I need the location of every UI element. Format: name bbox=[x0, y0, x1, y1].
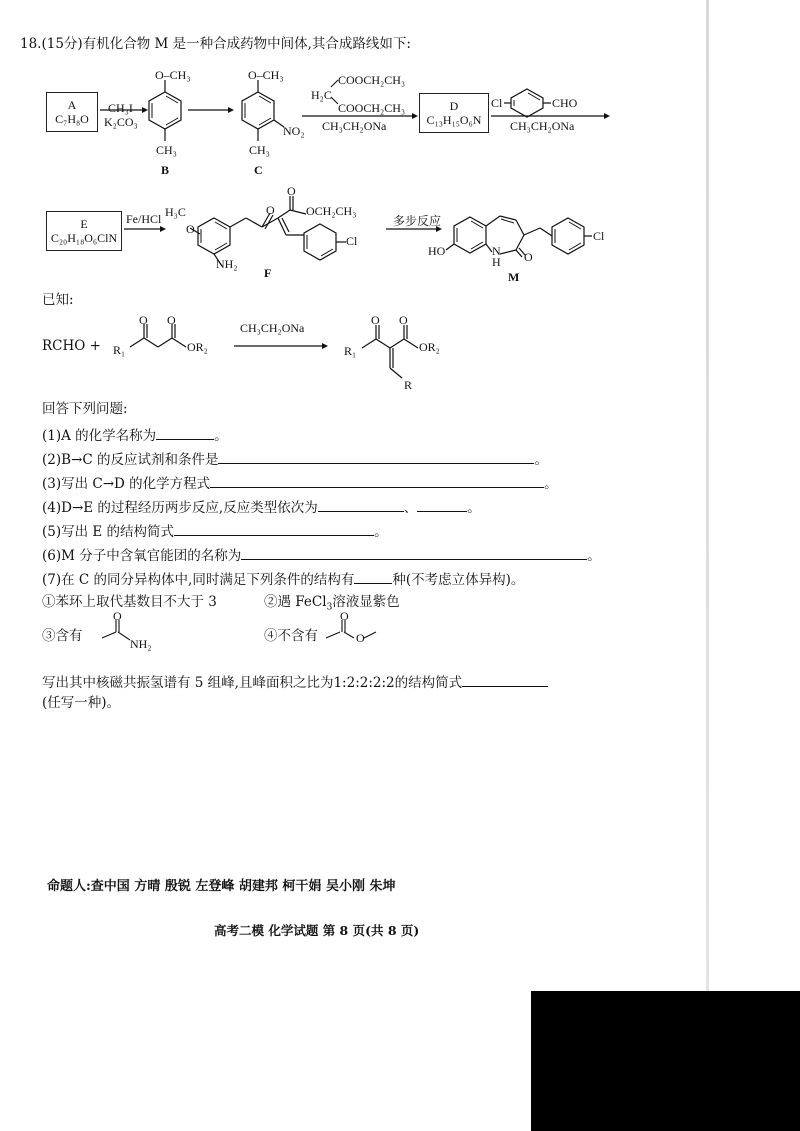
q1-text: (1)A 的化学名称为 bbox=[42, 428, 157, 444]
label-c: C bbox=[254, 163, 263, 177]
nmr-text: 写出其中核磁共振氢谱有 5 组峰,且峰面积之比为1:2:2:2:2的结构简式 bbox=[42, 675, 463, 691]
known-rcho: RCHO + bbox=[42, 338, 101, 354]
question-5 bbox=[42, 521, 388, 541]
known-or2-product: OR₂ bbox=[419, 340, 440, 354]
m-carbonyl-o: O bbox=[524, 250, 533, 264]
question-1 bbox=[42, 425, 228, 445]
f-ketone-o: O bbox=[266, 203, 275, 217]
redaction-block bbox=[531, 991, 800, 1131]
q7-end: 种(不考虑立体异构)。 bbox=[392, 572, 525, 588]
condition-4: ④不含有 bbox=[264, 628, 318, 644]
m-ho: HO bbox=[428, 244, 446, 258]
q6-end: 。 bbox=[587, 548, 601, 564]
known-heading: 已知: bbox=[42, 292, 74, 308]
q2-text: (2)B→C 的反应试剂和条件是 bbox=[42, 452, 219, 468]
known-r1-reactant: R₁ bbox=[113, 343, 126, 357]
arrow-a-b-head bbox=[142, 107, 148, 113]
questions-heading: 回答下列问题: bbox=[42, 401, 128, 417]
question-6 bbox=[42, 545, 601, 565]
malonate-bond-top bbox=[331, 80, 338, 87]
m-cl: Cl bbox=[593, 229, 605, 243]
ester-o-methyl bbox=[364, 632, 376, 638]
question-7 bbox=[42, 569, 524, 589]
f-nh2-label: NH₂ bbox=[216, 257, 238, 271]
scheme-row2-svg bbox=[0, 180, 800, 290]
label-m: M bbox=[508, 270, 520, 284]
amide-cn-bond bbox=[118, 632, 130, 640]
malonate-bottom: COOCH₂CH₃ bbox=[338, 101, 406, 115]
condition-1: ①苯环上取代基数目不大于 3 bbox=[42, 594, 217, 610]
known-o2-reactant: O bbox=[167, 313, 176, 327]
compound-d-box bbox=[419, 93, 489, 133]
question-score: (15分) bbox=[41, 36, 83, 52]
footer-page: 高考二模 化学试题 第 8 页(共 8 页) bbox=[214, 923, 420, 938]
compound-a-label: A bbox=[67, 98, 77, 112]
ester-left-bond bbox=[326, 632, 340, 638]
q7-text: (7)在 C 的同分异构体中,同时满足下列条件的结构有 bbox=[42, 572, 355, 588]
b-ch3-label: CH₃ bbox=[156, 143, 177, 157]
step5-reagent: Fe/HCl bbox=[126, 212, 162, 226]
compound-d-label: D bbox=[449, 99, 459, 113]
question-3 bbox=[42, 473, 558, 493]
step6-reagent: 多步反应 bbox=[393, 214, 442, 228]
q3-answer-blank[interactable] bbox=[210, 473, 544, 488]
q5-text: (5)写出 E 的结构简式 bbox=[42, 524, 175, 540]
malonate-bond-bottom bbox=[331, 97, 338, 104]
f-och2ch3: OCH₂CH₃ bbox=[306, 204, 357, 218]
step1-reagent: CH₃I bbox=[108, 101, 133, 115]
known-arrow-head bbox=[322, 343, 328, 349]
condition-2-sub: 3 bbox=[326, 602, 333, 613]
known-o2-product: O bbox=[399, 313, 408, 327]
condition-2-b: 溶液显紫色 bbox=[332, 594, 400, 610]
q6-answer-blank[interactable] bbox=[241, 545, 587, 560]
q3-end: 。 bbox=[544, 476, 558, 492]
f-cl: Cl bbox=[346, 234, 358, 248]
c-och3-label: O–CH₃ bbox=[248, 68, 284, 82]
ester-o-single: O bbox=[356, 631, 365, 645]
nmr-end: (任写一种)。 bbox=[42, 695, 121, 711]
q6-text: (6)M 分子中含氧官能团的名称为 bbox=[42, 548, 242, 564]
ester-co-single bbox=[344, 632, 354, 638]
chlorobenzaldehyde-structure bbox=[504, 89, 551, 117]
q2-answer-blank[interactable] bbox=[218, 449, 534, 464]
q5-end: 。 bbox=[374, 524, 388, 540]
question-4 bbox=[42, 497, 481, 517]
q7-answer-blank[interactable] bbox=[354, 569, 392, 584]
known-r1-product: R₁ bbox=[344, 344, 357, 358]
q4-sep: 、 bbox=[403, 500, 418, 516]
malonate-top: COOCH₂CH₃ bbox=[338, 73, 406, 87]
footer-authors: 命题人:查中国 方晴 殷锐 左登峰 胡建邦 柯干娟 吴小刚 朱坤 bbox=[47, 879, 396, 894]
q5-answer-blank[interactable] bbox=[174, 521, 374, 536]
compound-m-structure bbox=[446, 216, 592, 257]
condition-2-a: ②遇 FeCl bbox=[264, 594, 327, 610]
known-o1-reactant: O bbox=[139, 313, 148, 327]
ester-o-top: O bbox=[340, 609, 349, 623]
f-o-label: O bbox=[186, 222, 195, 236]
amide-fragment-svg bbox=[90, 610, 170, 660]
known-reagent: CH₃CH₂ONa bbox=[240, 321, 305, 335]
amide-left-bond bbox=[102, 632, 116, 638]
known-r-product: R bbox=[404, 378, 413, 392]
q1-answer-blank[interactable] bbox=[156, 425, 214, 440]
label-f: F bbox=[264, 266, 272, 280]
b-och3-label: O–CH₃ bbox=[155, 68, 191, 82]
q2-end: 。 bbox=[534, 452, 548, 468]
question-intro: 有机化合物 M 是一种合成药物中间体,其合成路线如下: bbox=[82, 36, 411, 52]
q4-answer-blank-2[interactable] bbox=[417, 497, 467, 512]
amide-nh2: NH₂ bbox=[130, 637, 152, 651]
question-number: 18. bbox=[20, 36, 42, 52]
m-h: H bbox=[492, 255, 501, 269]
q4-end: 。 bbox=[467, 500, 481, 516]
label-b: B bbox=[161, 163, 170, 177]
f-ester-o: O bbox=[287, 184, 296, 198]
known-o1-product: O bbox=[371, 313, 380, 327]
compound-d-formula: C₁₃H₁₅O₆N bbox=[426, 113, 482, 127]
known-product-structure bbox=[362, 325, 418, 378]
step1-base: K₂CO₃ bbox=[104, 115, 138, 129]
compound-c-structure bbox=[242, 80, 284, 141]
q4-answer-blank-1[interactable] bbox=[318, 497, 404, 512]
c-ch3-label: CH₃ bbox=[249, 143, 270, 157]
arrow-d-e-head bbox=[604, 113, 610, 119]
aldehyde-cl: Cl bbox=[491, 96, 503, 110]
c-no2-label: NO₂ bbox=[283, 124, 305, 138]
step3-base: CH₃CH₂ONa bbox=[322, 119, 387, 133]
arrow-c-d-head bbox=[412, 113, 418, 119]
aldehyde-cho: CHO bbox=[552, 96, 578, 110]
compound-a-formula: C₇H₈O bbox=[55, 112, 89, 126]
known-or2-reactant: OR₂ bbox=[187, 340, 208, 354]
compound-e-formula: C₂₀H₁₈O₆ClN bbox=[50, 231, 118, 245]
compound-e-label: E bbox=[80, 217, 88, 231]
compound-b-structure bbox=[149, 80, 181, 141]
step4-base: CH₃CH₂ONa bbox=[510, 119, 575, 133]
q1-end: 。 bbox=[214, 428, 228, 444]
amide-o: O bbox=[113, 609, 122, 623]
q4-text: (4)D→E 的过程经历两步反应,反应类型依次为 bbox=[42, 500, 318, 516]
malonate-h2c: H₂C bbox=[311, 88, 332, 102]
nmr-question bbox=[42, 672, 548, 692]
f-h3c-label: H₃C bbox=[165, 205, 186, 219]
arrow-e-f-head bbox=[160, 226, 166, 232]
question-2 bbox=[42, 449, 548, 469]
m-n: N bbox=[492, 244, 501, 258]
nmr-answer-blank[interactable] bbox=[462, 672, 548, 687]
q3-text: (3)写出 C→D 的化学方程式 bbox=[42, 476, 211, 492]
condition-3: ③含有 bbox=[42, 628, 83, 644]
arrow-b-c-head bbox=[228, 107, 234, 113]
